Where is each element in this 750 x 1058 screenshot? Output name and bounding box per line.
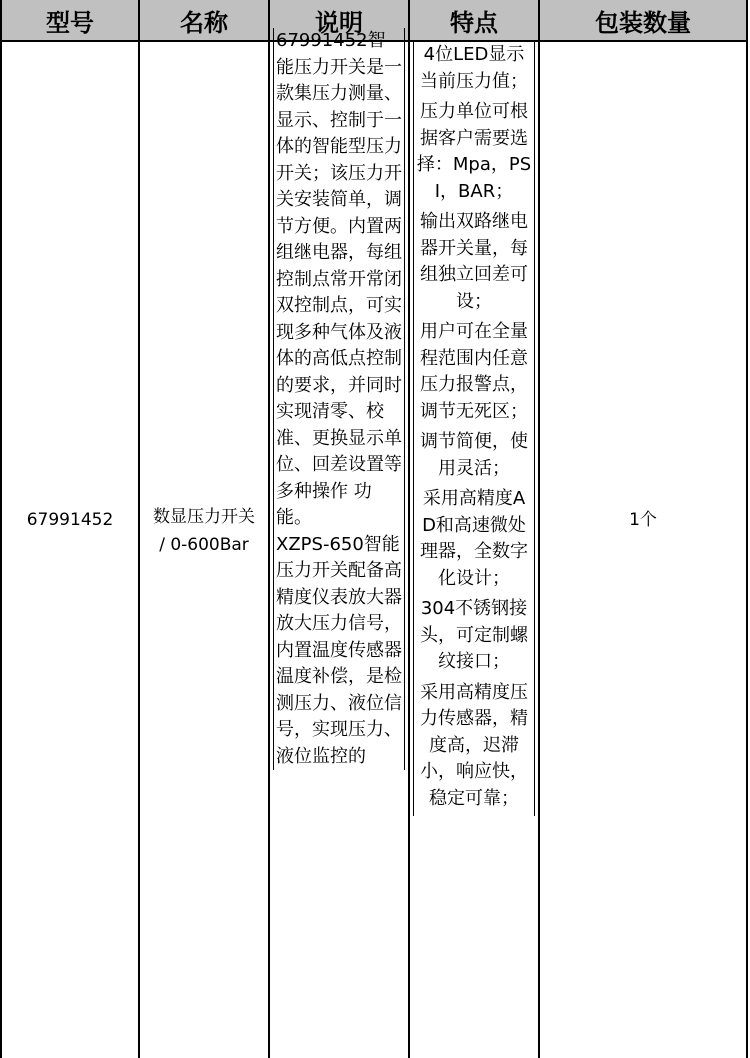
cell-model	[0, 42, 140, 1058]
description-text	[273, 28, 405, 770]
description-paragraph: XZPS-650智能压力开关配备高精度仪表放大器放大压力信号，内置温度传感器温度补偿，是检测压力、液位信号，实现压力、液位监控的	[276, 533, 402, 767]
feature-item: 压力单位可根据客户需要选择：Mpa，PSI，BAR；	[416, 101, 532, 202]
package-qty-value: 1个	[629, 510, 657, 530]
feature-item: 采用高精度AD和高速微处理器，全数字化设计；	[420, 488, 528, 589]
feature-item: 4位LED显示当前压力值；	[420, 44, 528, 92]
cell-features	[410, 42, 540, 1058]
header-name: 名称	[140, 0, 270, 42]
header-description: 说明	[270, 0, 410, 42]
header-features: 特点	[410, 0, 540, 42]
cell-package-qty	[540, 42, 748, 1058]
feature-item: 采用高精度压力传感器，精度高，迟滞小，响应快，稳定可靠；	[420, 681, 528, 809]
model-value: 67991452	[26, 510, 114, 530]
feature-item: 304不锈钢接头，可定制螺纹接口；	[420, 598, 528, 672]
header-package-qty: 包装数量	[540, 0, 748, 42]
cell-name	[140, 42, 270, 1058]
description-paragraph: 67991452智能压力开关是一款集压力测量、显示、控制于一体的智能型压力开关；该压力开关安装简单，调节方便。内置两组继电器，每组控制点常开常闭双控制点，可实现多种气体及液体的高低点控制的要求，并同时实现清零、校准、更换显示单位、回差设置等多种操作 功能。	[276, 30, 402, 528]
feature-item: 调节简便，使用灵活；	[420, 431, 528, 479]
feature-item: 输出双路继电器开关量，每组独立回差可设；	[420, 211, 528, 312]
feature-item: 用户可在全量程范围内任意压力报警点，调节无死区；	[420, 321, 528, 422]
features-list	[413, 42, 535, 816]
name-value: 数显压力开关 / 0-600Bar	[153, 507, 255, 555]
header-model: 型号	[0, 0, 140, 42]
cell-description	[270, 30, 410, 1058]
